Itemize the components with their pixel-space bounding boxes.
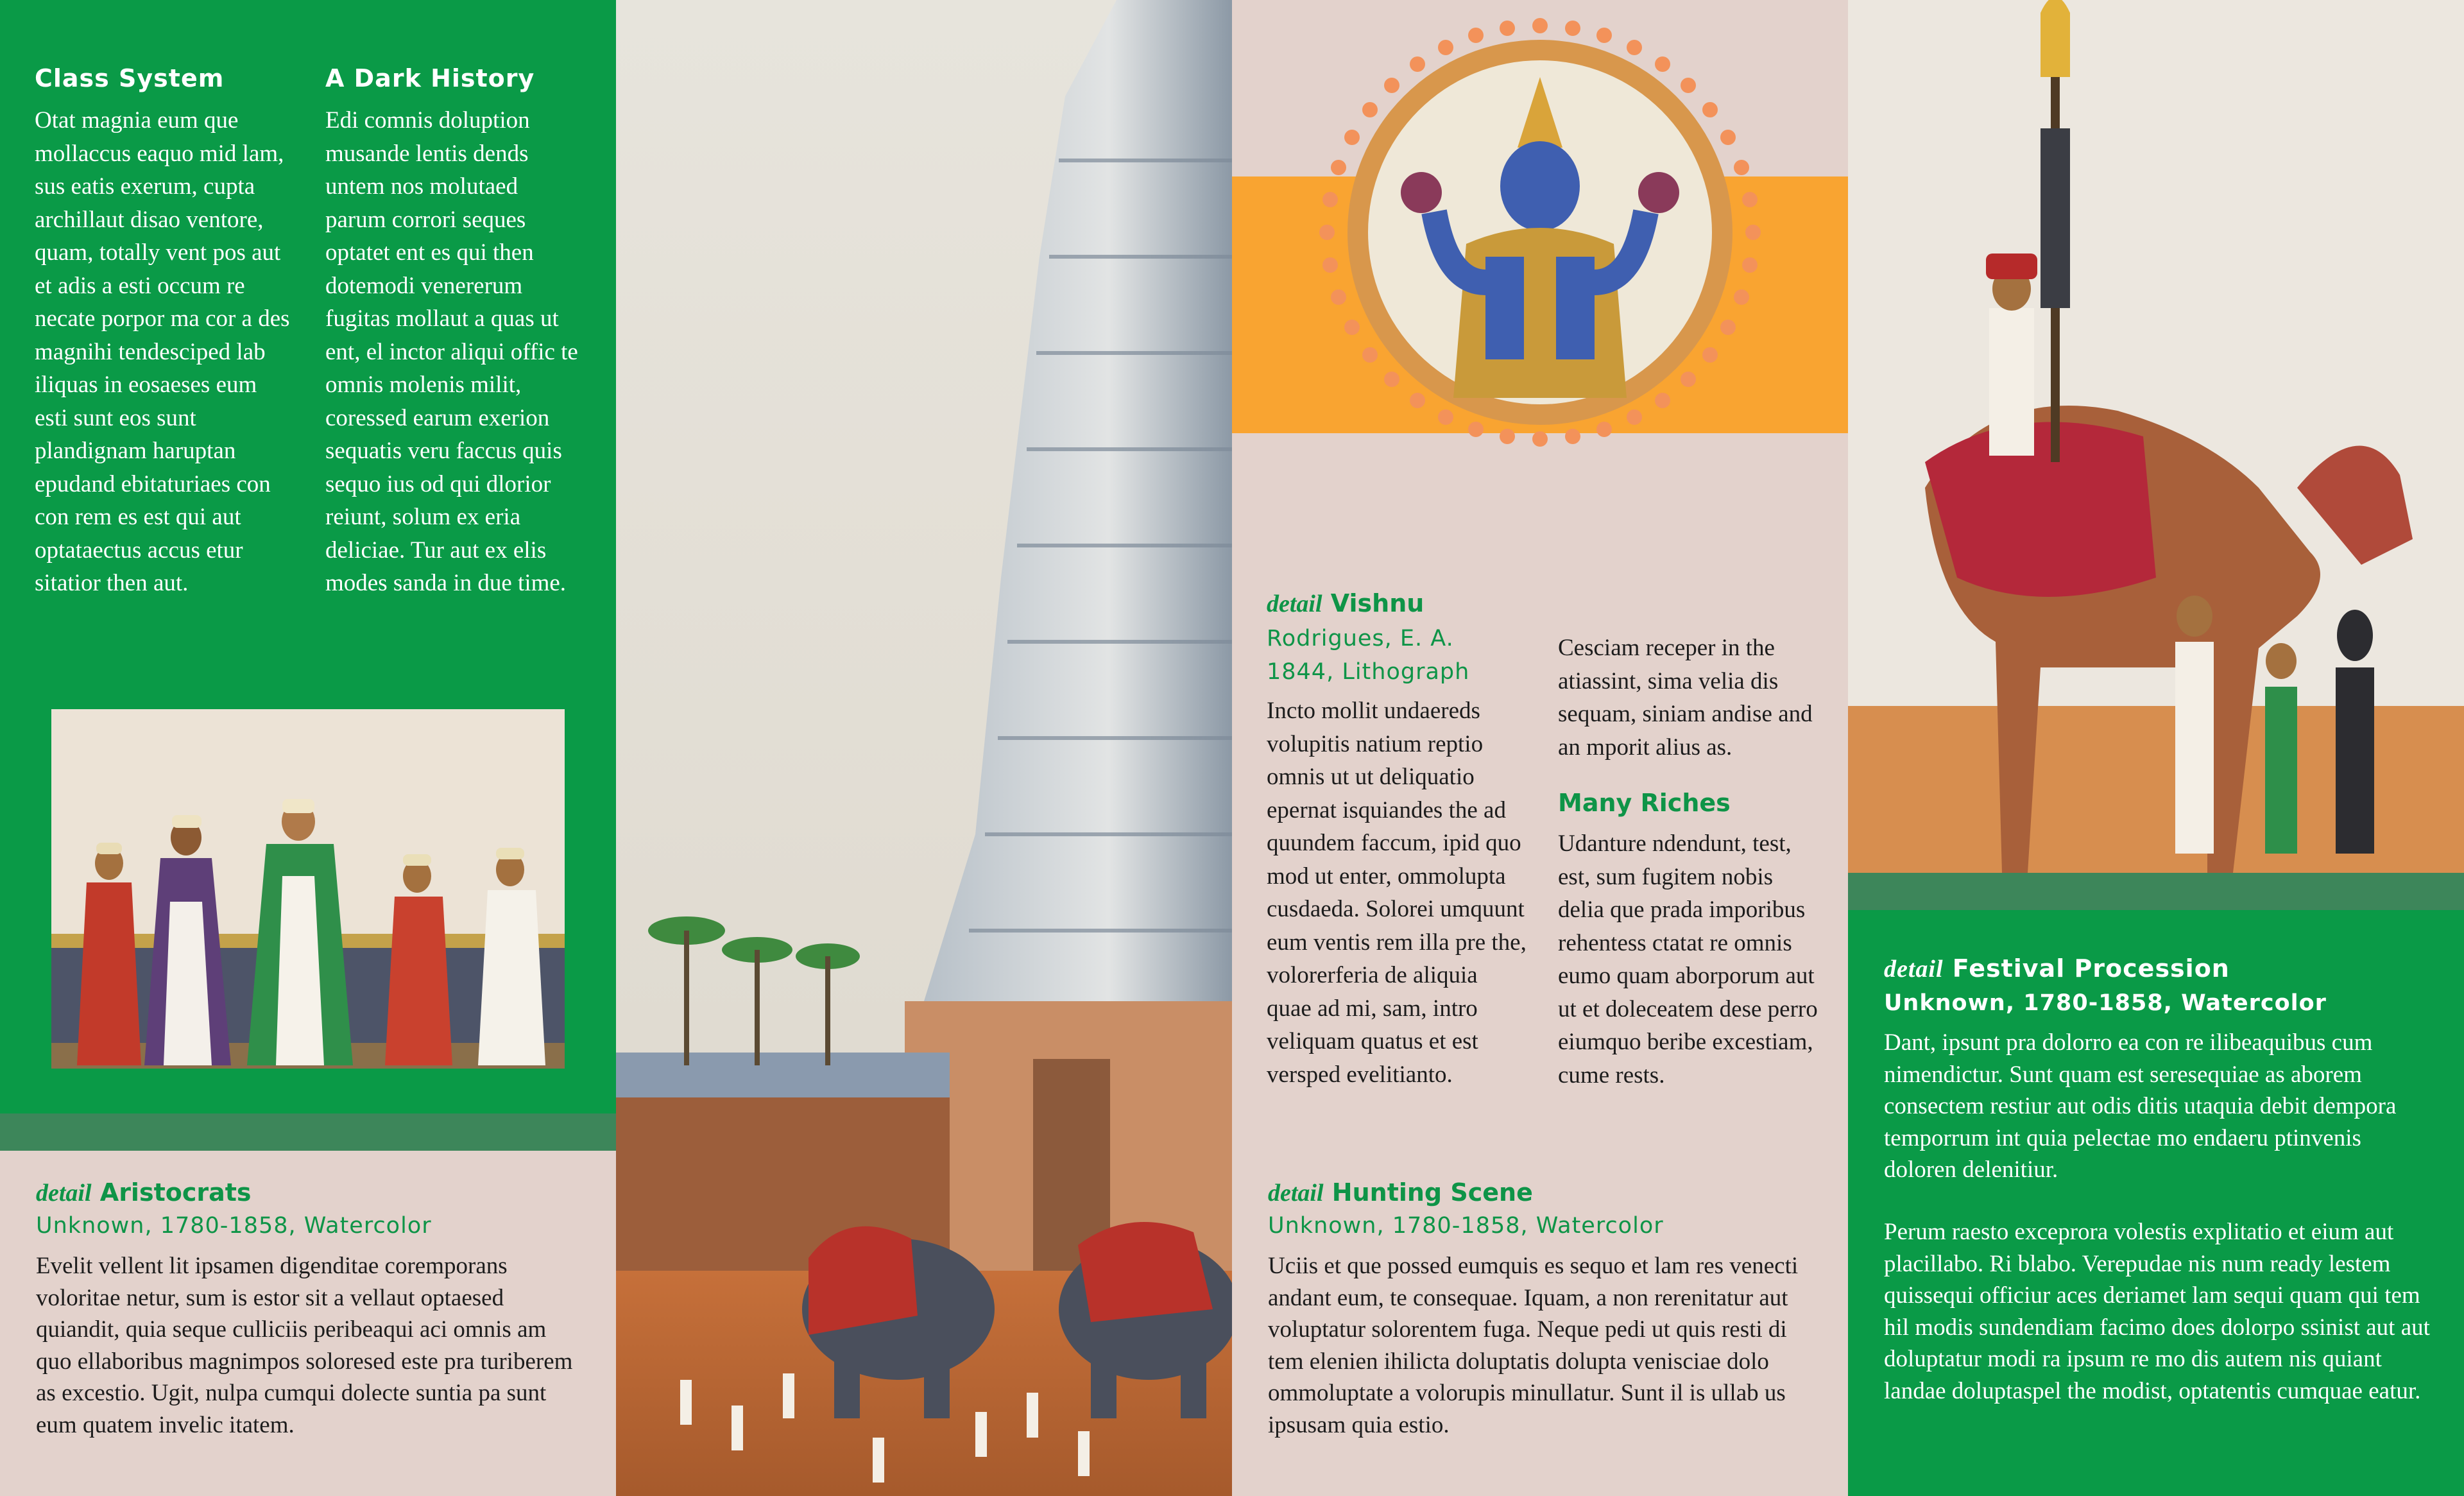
- right-column-text: Cesciam receper in the atiassint, sima velia dis sequam, siniam andise and an mporit alius as.: [1558, 635, 1813, 761]
- heading-dark-history: A Dark History: [325, 64, 535, 92]
- vishnu-sub-author: Rodrigues, E. A.: [1267, 626, 1454, 651]
- hunting-caption-title: [1268, 1178, 1533, 1207]
- vishnu-caption-title: [1267, 589, 1424, 618]
- aristocrats-title: Aristocrats: [99, 1178, 252, 1207]
- class-system-text: Otat magnia eum que mollaccus eaquo mid lam, sus eatis exerum, cupta archillaut disao ventore, quam, totally vent pos aut et adis a esti occum re necate porpor ma cor a des magnihi tendesciped lab iliquas in eosaeses eum esti sunt eos sunt plandignam haruptan epudand ebitaturiaes con con rem es est qui aut optataectus accus etur sitatior then aut.: [35, 107, 290, 596]
- vishnu-text: Incto mollit undaereds volupitis natium reptio omnis ut ut deliquatio epernat isquiandes the ad quundem faccum, ipid quo mod ut enter, ommolupta cusdaeda. Solorei umquunt eum ventis rem illa pre the, volorerferia de aliquia quae ad mi, sam, intro veliquam quatus et est versped evelitianto.: [1267, 698, 1527, 1088]
- panel1-band: [0, 1113, 616, 1151]
- detail-label: detail: [1268, 1180, 1324, 1207]
- detail-label: detail: [36, 1180, 92, 1207]
- vishnu-title: Vishnu: [1330, 589, 1425, 617]
- many-riches-text: Udanture ndendunt, test, est, sum fugitem nobis delia que prada imporibus rehentess ctatat re omnis eumo quam aborporum aut ut et doleceatem dese perro eiumquo beribe excestiam, cume rests.: [1558, 830, 1818, 1088]
- festival-caption-title: [1884, 954, 2230, 983]
- festival-caption-sub: Unknown, 1780-1858, Watercolor: [1884, 990, 2327, 1016]
- hunting-caption-sub: Unknown, 1780-1858, Watercolor: [1268, 1213, 1664, 1239]
- festival-procession-painting: [1848, 0, 2464, 873]
- many-riches-heading: Many Riches: [1558, 789, 1731, 817]
- hunting-caption-text: Uciis et que possed eumquis es sequo et lam res venecti andant eum, te consequae. Iquam, a non rerenitatur aut voluptatur solorentem fuga. Neque pedi ut quis resti di tem elenien ihilicta doluptatis dolupta venisciae dolo ommoluptate a volorupis minullatur. Sunt il is ullab us ipsusam quia estio.: [1268, 1253, 1799, 1438]
- panel4-band: [1848, 873, 2464, 910]
- temple-painting-panel: [616, 0, 1232, 1496]
- vishnu-medallion: [1293, 0, 1787, 597]
- temple-painting: [616, 0, 1232, 1496]
- hunting-title: Hunting Scene: [1331, 1178, 1533, 1207]
- panel-class-system: [0, 0, 616, 1496]
- panel-festival: [1848, 0, 2464, 1496]
- festival-title: Festival Procession: [1952, 954, 2230, 983]
- heading-class-system: Class System: [35, 64, 225, 92]
- aristocrats-caption-sub: Unknown, 1780-1858, Watercolor: [36, 1213, 432, 1239]
- detail-label: detail: [1267, 590, 1322, 617]
- panel-vishnu: [1232, 0, 1848, 1496]
- dark-history-text: Edi comnis doluption musande lentis dends untem nos molutaed parum corrori seques optatet ent es qui then dotemodi venererum fugitas mollaut a quas ut ent, el inctor aliqui offic te omnis molenis milit, coressed earum exerion sequatis veru faccus quis sequo ius od qui dlorior reiunt, solum ex eria deliciae. Tur aut ex elis modes sanda in due time.: [325, 107, 578, 596]
- festival-text-1: Dant, ipsunt pra dolorro ea con re ilibeaquibus cum nimendictur. Sunt quam est seresequiae as aborem consectem restiur aut odis ditis utaquia debit dempora temporrum int quia pelectae mo endaeru ptinvenis doloren delenitiur.: [1884, 1029, 2397, 1183]
- aristocrats-painting: [51, 709, 565, 1069]
- vishnu-sub-date: 1844, Lithograph: [1267, 659, 1470, 685]
- aristocrats-caption-text: Evelit vellent lit ipsamen digenditae coremporans voloritae netur, sum is estor sit a vellaut optaesed quiandit, quia seque culliciis peribeaqui aci omnis am quo ellaboribus magnimpos soloresed este pra turiberem as excestio. Ugit, nulpa cumqui dolecte suntia pa sunt eum quatem invelic itatem.: [36, 1253, 573, 1438]
- detail-label: detail: [1884, 956, 1944, 983]
- aristocrats-caption-title: [36, 1178, 252, 1207]
- festival-text-2: Perum raesto exceprora volestis explitatio et eium aut placillabo. Ri blabo. Verepudae nis num ready lestem quissequi officiur aces deriamet lam sequi quam qui tem hil modis sundendiam facimo does dolorpo ssinist aut aut doluptatur modi ra ipsum re mo dis autem nis quiant landae doluptaspel the modist, optatentis cumquae eatur.: [1884, 1219, 2430, 1404]
